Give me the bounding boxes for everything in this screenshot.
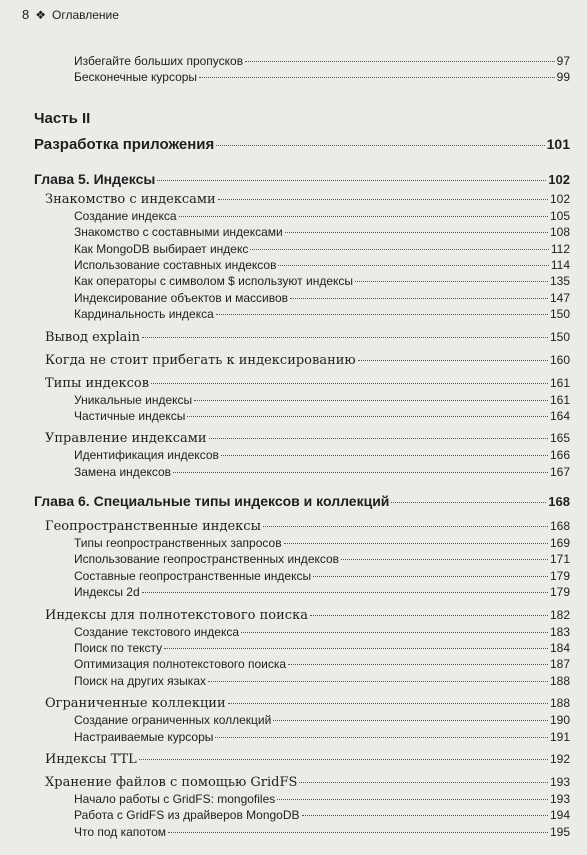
entry-title: Индексы 2d xyxy=(74,585,140,600)
chapter-entry xyxy=(34,168,570,190)
entry-title: Глава 5. Индексы xyxy=(34,170,156,187)
entry-title: Использование геопространственных индексов xyxy=(74,552,340,567)
subsection-entry xyxy=(34,257,570,273)
entry-title: Когда не стоит прибегать к индексированию xyxy=(45,352,356,368)
entry-title: Создание ограниченных коллекций xyxy=(74,713,272,728)
entry-page: 195 xyxy=(549,824,570,839)
dot-leader xyxy=(285,232,548,233)
entry-title: Поиск на других языках xyxy=(74,673,206,688)
subsection-entry xyxy=(34,392,570,408)
section-entry xyxy=(34,328,570,346)
entry-page: 99 xyxy=(556,70,570,85)
dot-leader xyxy=(221,455,548,456)
entry-title: Часть II xyxy=(34,109,91,127)
entry-page: 147 xyxy=(549,290,570,305)
subsection-entry xyxy=(34,824,570,840)
dot-leader xyxy=(228,703,548,704)
dot-leader xyxy=(341,559,548,560)
section-entry xyxy=(34,606,570,624)
entry-title: Избегайте больших пропусков xyxy=(74,54,244,68)
entry-title: Что под капотом xyxy=(74,824,166,839)
entry-page: 191 xyxy=(549,729,570,744)
entry-page: 183 xyxy=(549,624,570,639)
subsection-entry xyxy=(34,551,570,567)
entry-page: 105 xyxy=(549,208,570,223)
entry-title: Хранение файлов с помощью GridFS xyxy=(45,774,298,790)
entry-title: Замена индексов xyxy=(74,464,172,479)
entry-title: Индексы TTL xyxy=(45,751,137,767)
section-entry xyxy=(34,517,570,535)
entry-page: 150 xyxy=(549,307,570,322)
page-number: 8 xyxy=(22,7,30,22)
entry-page: 161 xyxy=(549,392,570,407)
dot-leader xyxy=(278,265,548,266)
section-entry xyxy=(34,773,570,791)
dot-leader xyxy=(250,249,548,250)
entry-page: 101 xyxy=(546,135,570,152)
entry-title: Начало работы с GridFS: mongofiles xyxy=(74,791,276,806)
entry-title: Глава 6. Специальные типы индексов и коллекций xyxy=(34,493,390,510)
entry-page: 150 xyxy=(549,329,570,344)
entry-page: 160 xyxy=(549,352,570,367)
entry-page: 102 xyxy=(548,171,570,187)
entry-title: Управление индексами xyxy=(45,431,207,447)
entry-title: Вывод explain xyxy=(45,329,140,345)
entry-title: Уникальные индексы xyxy=(74,392,193,407)
entry-page: 102 xyxy=(549,191,570,206)
dot-leader xyxy=(157,180,546,181)
table-of-contents xyxy=(34,53,570,840)
entry-page: 179 xyxy=(549,585,570,600)
dot-leader xyxy=(263,526,548,527)
entry-title: Знакомство с составными индексами xyxy=(74,225,283,240)
entry-page: 171 xyxy=(549,552,570,567)
entry-page: 168 xyxy=(549,519,570,534)
subsection-entry xyxy=(34,729,570,745)
entry-title: Оптимизация полнотекстового поиска xyxy=(74,657,287,672)
entry-page: 192 xyxy=(549,751,570,766)
section-entry xyxy=(34,429,570,447)
dot-leader xyxy=(216,314,548,315)
dot-leader xyxy=(241,632,548,633)
subsection-entry xyxy=(34,241,570,257)
section-entry xyxy=(34,694,570,712)
dot-leader xyxy=(302,815,548,816)
entry-page: 164 xyxy=(549,408,570,423)
subsection-entry xyxy=(34,273,570,289)
dot-leader xyxy=(310,615,548,616)
dot-leader xyxy=(216,145,544,146)
entry-title: Частичные индексы xyxy=(74,408,186,423)
dot-leader xyxy=(142,337,548,338)
entry-title: Геопространственные индексы xyxy=(45,519,261,535)
dot-leader xyxy=(355,281,548,282)
dot-leader xyxy=(173,472,548,473)
subsection-entry xyxy=(34,656,570,672)
entry-page: 188 xyxy=(549,696,570,711)
subsection-entry xyxy=(34,53,570,69)
section-entry xyxy=(34,374,570,392)
entry-title: Как операторы с символом $ используют индексы xyxy=(74,274,353,289)
dot-leader xyxy=(299,782,548,783)
dot-leader xyxy=(284,543,548,544)
entry-title: Создание индекса xyxy=(74,208,177,223)
entry-page: 161 xyxy=(549,375,570,390)
entry-page: 194 xyxy=(549,808,570,823)
entry-page: 108 xyxy=(549,225,570,240)
dot-leader xyxy=(391,502,546,503)
entry-title: Настраиваемые курсоры xyxy=(74,729,214,744)
subsection-entry xyxy=(34,712,570,728)
dot-leader xyxy=(187,416,548,417)
dot-leader xyxy=(209,438,548,439)
section-entry xyxy=(34,190,570,208)
subsection-entry xyxy=(34,673,570,689)
dot-leader xyxy=(208,681,548,682)
entry-title: Идентификация индексов xyxy=(74,448,219,463)
subsection-entry xyxy=(34,69,570,85)
section-entry xyxy=(34,351,570,369)
dot-leader xyxy=(288,664,548,665)
dot-leader xyxy=(194,400,548,401)
dot-leader xyxy=(199,77,555,78)
dot-leader xyxy=(290,298,548,299)
entry-title: Как MongoDB выбирает индекс xyxy=(74,241,249,256)
entry-page: 182 xyxy=(549,607,570,622)
dot-leader xyxy=(179,216,548,217)
dot-leader xyxy=(273,720,548,721)
entry-title: Бесконечные курсоры xyxy=(74,70,198,85)
entry-page: 168 xyxy=(548,494,570,510)
entry-title: Поиск по тексту xyxy=(74,641,163,656)
dot-leader xyxy=(142,592,548,593)
dot-leader xyxy=(358,360,548,361)
entry-page: 190 xyxy=(549,713,570,728)
dot-leader xyxy=(151,383,548,384)
subsection-entry xyxy=(34,224,570,240)
subsection-entry xyxy=(34,208,570,224)
dot-leader xyxy=(139,759,548,760)
entry-page: 169 xyxy=(549,536,570,551)
entry-page: 114 xyxy=(550,257,570,272)
entry-title: Ограниченные коллекции xyxy=(45,696,226,712)
dot-leader xyxy=(218,199,548,200)
subsection-entry xyxy=(34,290,570,306)
part-entry xyxy=(34,130,570,158)
ornament-icon: ❖ xyxy=(35,7,46,22)
entry-page: 193 xyxy=(549,774,570,789)
entry-title: Типы геопространственных запросов xyxy=(74,536,282,551)
chapter-entry xyxy=(34,490,570,512)
entry-page: 187 xyxy=(549,657,570,672)
entry-title: Разработка приложения xyxy=(34,135,215,153)
entry-title: Составные геопространственные индексы xyxy=(74,568,312,583)
subsection-entry xyxy=(34,791,570,807)
entry-title: Индексы для полнотекстового поиска xyxy=(45,607,308,623)
entry-page: 112 xyxy=(550,241,570,256)
subsection-entry xyxy=(34,447,570,463)
dot-leader xyxy=(277,799,548,800)
part-entry xyxy=(34,108,570,130)
dot-leader xyxy=(313,576,548,577)
dot-leader xyxy=(245,61,555,62)
entry-title: Работа с GridFS из драйверов MongoDB xyxy=(74,808,300,823)
entry-page: 193 xyxy=(549,791,570,806)
section-title: Оглавление xyxy=(52,7,119,22)
entry-title: Знакомство с индексами xyxy=(45,191,216,207)
entry-title: Типы индексов xyxy=(45,375,150,391)
running-header xyxy=(22,7,119,22)
subsection-entry xyxy=(34,535,570,551)
section-entry xyxy=(34,750,570,768)
dot-leader xyxy=(168,832,548,833)
entry-page: 184 xyxy=(549,641,570,656)
entry-page: 167 xyxy=(549,464,570,479)
dot-leader xyxy=(164,648,548,649)
subsection-entry xyxy=(34,584,570,600)
entry-title: Создание текстового индекса xyxy=(74,624,240,639)
entry-title: Кардинальность индекса xyxy=(74,307,214,322)
subsection-entry xyxy=(34,807,570,823)
entry-page: 179 xyxy=(549,568,570,583)
subsection-entry xyxy=(34,464,570,480)
entry-page: 135 xyxy=(549,274,570,289)
entry-page: 97 xyxy=(556,54,570,68)
subsection-entry xyxy=(34,306,570,322)
subsection-entry xyxy=(34,640,570,656)
entry-page: 166 xyxy=(549,448,570,463)
entry-title: Использование составных индексов xyxy=(74,257,277,272)
subsection-entry xyxy=(34,408,570,424)
subsection-entry xyxy=(34,624,570,640)
dot-leader xyxy=(215,737,548,738)
entry-page: 188 xyxy=(549,673,570,688)
subsection-entry xyxy=(34,568,570,584)
entry-page: 165 xyxy=(549,431,570,446)
entry-title: Индексирование объектов и массивов xyxy=(74,290,289,305)
